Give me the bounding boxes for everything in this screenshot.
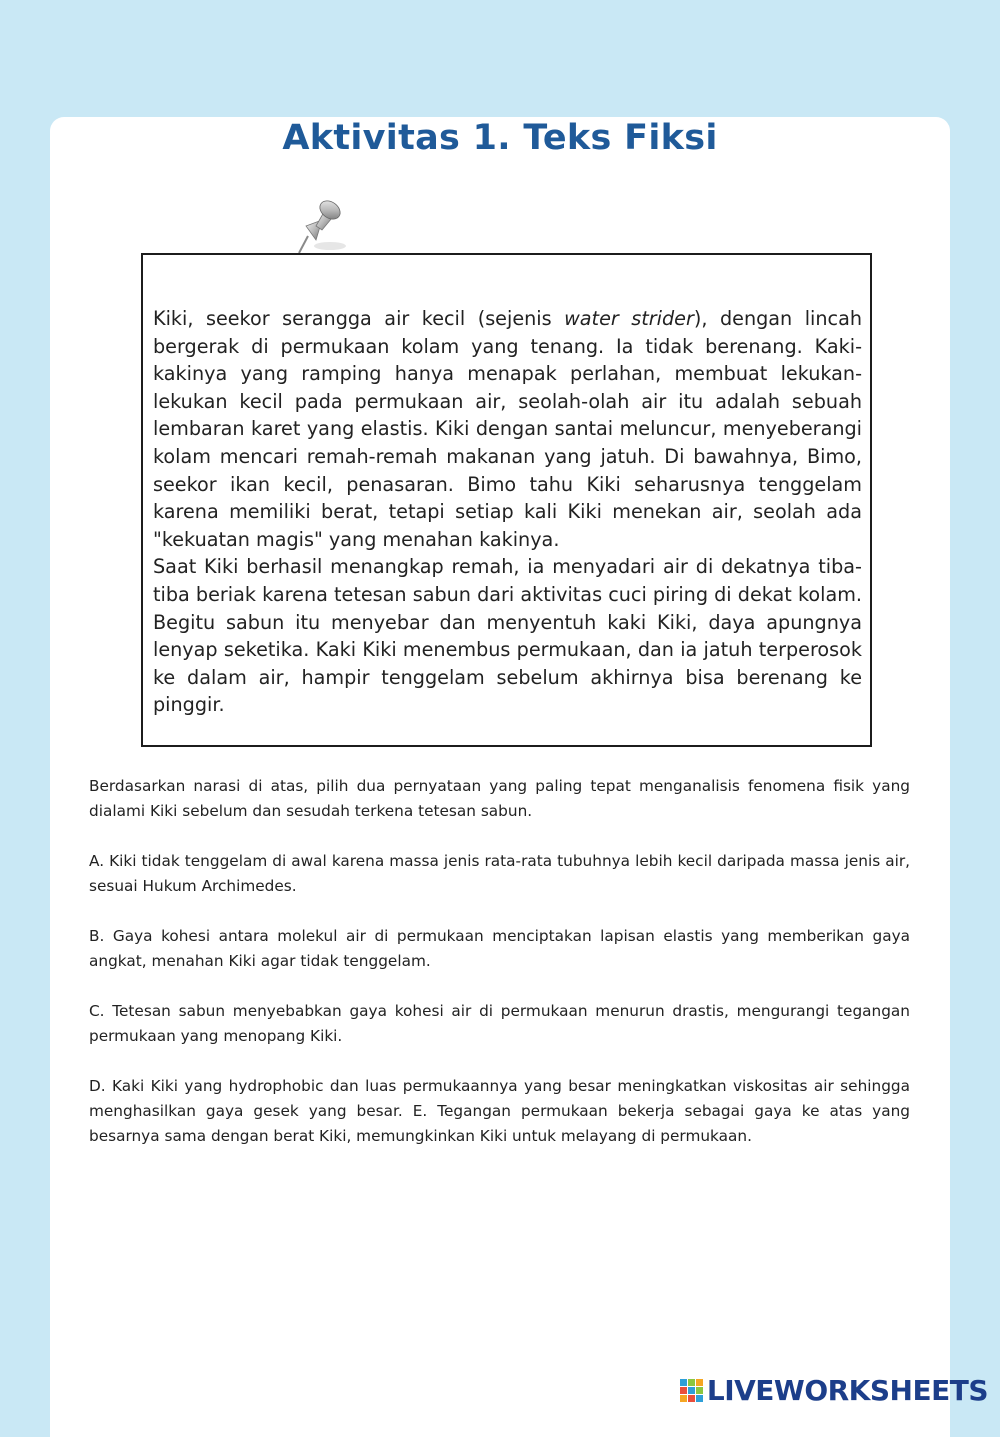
story-text-span: Kiki, seekor serangga air kecil (sejenis xyxy=(153,307,565,330)
question-prompt: Berdasarkan narasi di atas, pilih dua pernyataan yang paling tepat menganalisis fenomena fisik yang dialami Kiki sebelum dan sesudah terkena tetesan sabun. xyxy=(89,777,910,820)
story-paragraph-1 xyxy=(153,305,862,553)
story-text xyxy=(153,305,862,719)
pushpin-icon xyxy=(294,196,350,256)
story-paragraph-2: Saat Kiki berhasil menangkap remah, ia menyadari air di dekatnya tiba-tiba beriak karena tetesan sabun dari aktivitas cuci piring di dekat kolam. Begitu sabun itu menyebar dan menyentuh kaki Kiki, daya apungnya lenyap seketika. Kaki Kiki menembus permukaan, dan ia jatuh terperosok ke dalam air, hampir tenggelam sebelum akhirnya bisa berenang ke pinggir. xyxy=(153,555,862,717)
page-title: Aktivitas 1. Teks Fiksi xyxy=(282,118,718,158)
option-a[interactable]: A. Kiki tidak tenggelam di awal karena massa jenis rata-rata tubuhnya lebih kecil daripada massa jenis air, sesuai Hukum Archimedes. xyxy=(89,852,910,895)
story-italic-term: water strider xyxy=(564,307,694,330)
brand-watermark xyxy=(680,1374,988,1407)
liveworksheets-logo-icon xyxy=(680,1379,704,1403)
brand-name: LIVEWORKSHEETS xyxy=(706,1374,988,1407)
option-b[interactable]: B. Gaya kohesi antara molekul air di permukaan menciptakan lapisan elastis yang memberikan gaya angkat, menahan Kiki agar tidak tenggelam. xyxy=(89,927,910,970)
story-box xyxy=(141,253,872,747)
option-d[interactable]: D. Kaki Kiki yang hydrophobic dan luas permukaannya yang besar meningkatkan viskositas air sehingga menghasilkan gaya gesek yang besar. E. Tegangan permukaan bekerja sebagai gaya ke atas yang besarnya sama dengan berat Kiki, memungkinkan Kiki untuk melayang di permukaan. xyxy=(89,1077,910,1145)
question-section xyxy=(89,774,910,1174)
option-c[interactable]: C. Tetesan sabun menyebabkan gaya kohesi air di permukaan menurun drastis, mengurangi tegangan permukaan yang menopang Kiki. xyxy=(89,1002,910,1045)
story-text-span: ), dengan lincah bergerak di permukaan kolam yang tenang. Ia tidak berenang. Kaki-kakinya yang ramping hanya menapak perlahan, membuat lekukan-lekukan kecil pada permukaan air, seolah-olah air itu adalah sebuah lembaran karet yang elastis. Kiki dengan santai meluncur, menyeberangi kolam mencari remah-remah makanan yang jatuh. Di bawahnya, Bimo, seekor ikan kecil, penasaran. Bimo tahu Kiki seharusnya tenggelam karena memiliki berat, tetapi setiap kali Kiki menekan air, seolah ada "kekuatan magis" yang menahan kakinya. xyxy=(153,307,862,551)
